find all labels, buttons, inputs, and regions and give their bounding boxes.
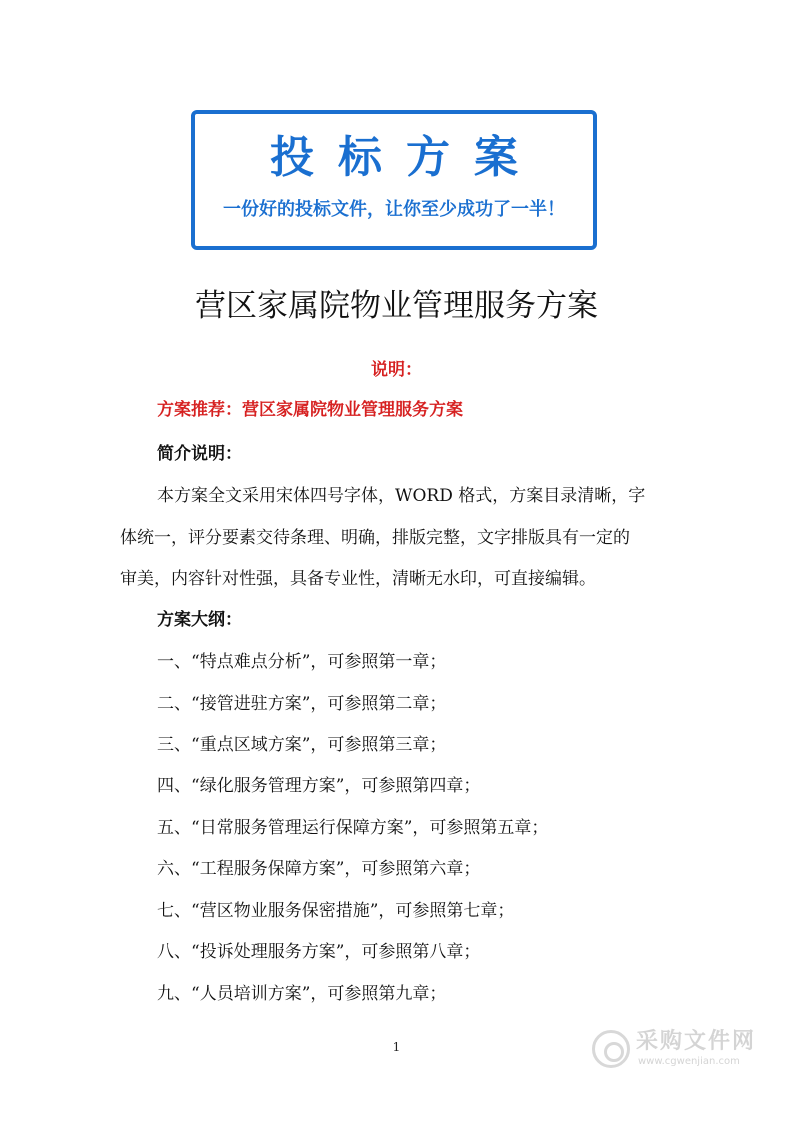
intro-line: 体统一，评分要素交待条理、明确，排版完整，文字排版具有一定的 bbox=[120, 528, 630, 548]
outline-item: 九、“人员培训方案”，可参照第九章； bbox=[157, 984, 447, 1004]
page-number: 1 bbox=[392, 1040, 401, 1054]
watermark-logo bbox=[592, 1026, 782, 1074]
outline-item: 七、“营区物业服务保密措施”，可参照第七章； bbox=[157, 901, 515, 921]
outline-item: 二、“接管进驻方案”，可参照第二章； bbox=[157, 694, 447, 714]
intro-line: 本方案全文采用宋体四号字体，WORD 格式，方案目录清晰，字 bbox=[157, 486, 646, 506]
intro-label: 简介说明： bbox=[157, 444, 242, 464]
banner-title: 投标方案 bbox=[270, 132, 542, 183]
outline-item: 八、“投诉处理服务方案”，可参照第八章； bbox=[157, 942, 481, 962]
watermark-name: 采购文件网 bbox=[636, 1029, 757, 1054]
note-heading: 说明： bbox=[371, 360, 422, 380]
outline-item: 三、“重点区域方案”，可参照第三章； bbox=[157, 735, 447, 755]
recommend-line: 方案推荐：营区家属院物业管理服务方案 bbox=[157, 400, 463, 420]
watermark-circle-icon bbox=[592, 1030, 630, 1068]
outline-label: 方案大纲： bbox=[157, 610, 242, 630]
outline-item: 一、“特点难点分析”，可参照第一章； bbox=[157, 652, 447, 672]
watermark-url: www.cgwenjian.com bbox=[638, 1056, 740, 1067]
outline-item: 四、“绿化服务管理方案”，可参照第四章； bbox=[157, 776, 481, 796]
banner bbox=[191, 110, 597, 250]
outline-item: 五、“日常服务管理运行保障方案”，可参照第五章； bbox=[157, 818, 549, 838]
intro-line: 审美，内容针对性强，具备专业性，清晰无水印，可直接编辑。 bbox=[120, 569, 596, 589]
document-title: 营区家属院物业管理服务方案 bbox=[195, 288, 598, 324]
outline-item: 六、“工程服务保障方案”，可参照第六章； bbox=[157, 859, 481, 879]
banner-subtitle: 一份好的投标文件，让你至少成功了一半！ bbox=[223, 199, 565, 220]
